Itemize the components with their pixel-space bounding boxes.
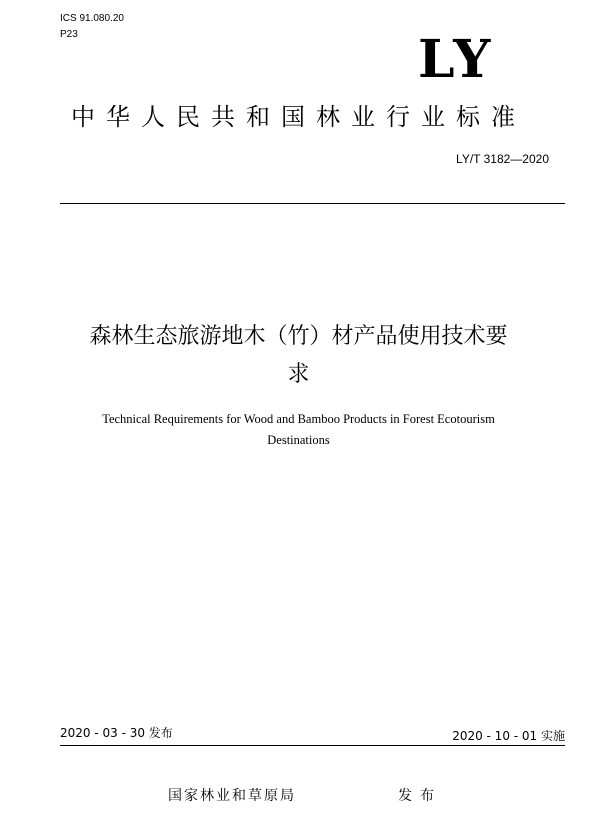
chinese-title-line-1: 森林生态旅游地木（竹）材产品使用技术要 [89, 324, 508, 349]
publish-label: 发布 [398, 788, 442, 804]
issue-date: 2020 - 03 - 30 发布 [60, 726, 173, 740]
english-title-line-2: Destinations [267, 433, 330, 447]
ics-code: ICS 91.080.20 [60, 13, 124, 24]
standard-name: 中华人民共和国林业行业标准 [71, 103, 526, 131]
implement-date: 2020 - 10 - 01 实施 [452, 729, 565, 743]
chinese-title-line-2: 求 [287, 362, 310, 387]
ly-logo: LY [418, 29, 493, 90]
ccs-code: P23 [60, 29, 78, 40]
english-title-line-1: Technical Requirements for Wood and Bamboo Products in Forest Ecotourism [102, 412, 495, 426]
standard-number: LY/T 3182—2020 [456, 152, 549, 166]
chinese-title [40, 318, 557, 394]
english-title [40, 409, 557, 451]
bottom-divider [60, 745, 565, 746]
publisher: 国家林业和草原局 [168, 788, 296, 804]
top-divider [60, 203, 565, 204]
